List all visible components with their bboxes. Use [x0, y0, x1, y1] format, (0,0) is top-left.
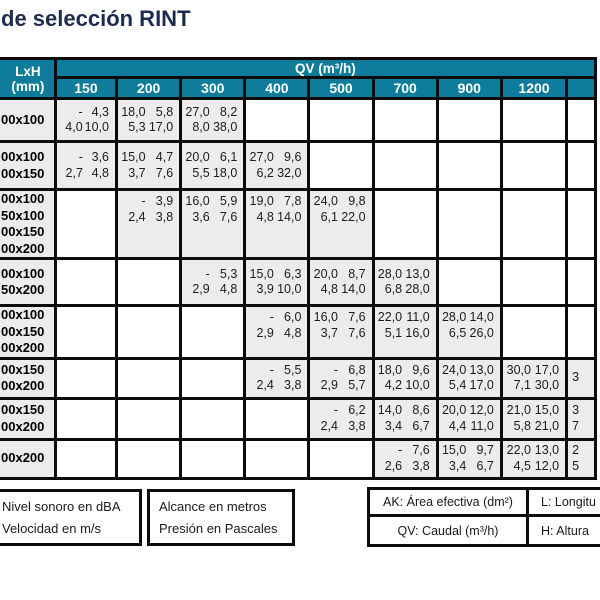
value-cell [245, 190, 309, 259]
value: 14,0 [377, 403, 403, 417]
value-cell [309, 398, 373, 439]
value: 20,0 [441, 403, 467, 417]
value-grid [182, 191, 243, 226]
value: 6,7 [412, 418, 430, 433]
value: 2,4 [256, 378, 274, 392]
value: 19,0 [249, 194, 274, 208]
value-grid [439, 362, 500, 395]
value: - [333, 362, 338, 377]
legend-qv-label: QV: Caudal (m³/h) [370, 517, 529, 544]
value-cell [181, 259, 245, 306]
value-cell [55, 190, 116, 259]
value-cell [501, 99, 566, 142]
value-cell [501, 398, 566, 439]
value-cell [181, 358, 245, 398]
value: 7,6 [219, 209, 238, 224]
value: 2,9 [320, 378, 338, 392]
value: 3,6 [91, 150, 110, 164]
value-cell [373, 306, 437, 359]
value: 7,8 [284, 194, 302, 208]
value: 5,3 [128, 120, 146, 134]
value: 22,0 [341, 209, 366, 224]
value: 7,1 [513, 378, 531, 392]
value-cell [181, 99, 245, 142]
value-cell-clipped [567, 99, 596, 142]
value: 3,9 [256, 282, 274, 296]
value: 15,0 [441, 443, 467, 457]
value-cell [55, 142, 116, 190]
value-cell [245, 142, 309, 190]
value: 16,0 [185, 194, 210, 208]
value-grid [118, 104, 179, 137]
value-cell [245, 398, 309, 439]
value: - [78, 104, 83, 119]
value-grid [375, 402, 436, 435]
value-cell [437, 142, 501, 190]
qv-column-header-1200: 1200 [501, 78, 566, 99]
value: 6,5 [448, 325, 467, 340]
header-row-qv [0, 59, 596, 78]
value: 21,0 [534, 418, 560, 433]
value-cell [309, 306, 373, 359]
value: 14,0 [341, 282, 366, 296]
legend-h-label: H: Altura [541, 523, 589, 538]
value: 6,3 [284, 266, 302, 281]
legend-reach-label: Alcance en metros [159, 499, 267, 514]
value: 10,0 [277, 282, 302, 296]
value-cell [373, 259, 437, 306]
value: 3,9 [155, 194, 174, 208]
value: 32,0 [277, 165, 302, 180]
value-cell [55, 439, 116, 478]
legend-sound-label: Nivel sonoro en dBA [2, 499, 121, 514]
value-cell [245, 99, 309, 142]
qv-header: QV (m³/h) [55, 59, 595, 78]
value-cell [501, 259, 566, 306]
value: 5,5 [192, 165, 210, 180]
value-cell [373, 358, 437, 398]
row-label: 50x100 [1, 207, 45, 223]
value-cell [373, 142, 437, 190]
page-title: de selección RINT [1, 6, 191, 31]
legend-box-sound-speed [0, 489, 142, 546]
value: 16,0 [313, 310, 338, 324]
corner-header-lxh-mm [0, 59, 55, 99]
value-cell [245, 439, 309, 478]
value: 22,0 [506, 443, 531, 457]
legend-pressure-label: Presión en Pascales [159, 521, 278, 536]
row-label: 00x200 [1, 240, 45, 256]
value-cell [437, 439, 501, 478]
value-grid [246, 191, 307, 226]
row-label: 00x100 [1, 111, 45, 127]
value-grid [310, 307, 371, 342]
table-row [0, 358, 596, 398]
value-grid [310, 266, 371, 299]
value: 27,0 [185, 104, 210, 119]
value: 4,8 [320, 282, 338, 296]
value-grid [182, 149, 243, 182]
qv-column-header-400: 400 [245, 78, 309, 99]
value: 13,0 [469, 362, 494, 377]
value: 9,6 [412, 362, 430, 377]
value-cell [373, 439, 437, 478]
value-cell [501, 306, 566, 359]
value: 5,9 [219, 194, 238, 208]
header-row-columns [0, 78, 596, 99]
value-grid [375, 442, 436, 475]
value-fragment: 5 [572, 458, 580, 473]
corner-line-mm: (mm) [11, 78, 45, 94]
value-grid [503, 402, 565, 435]
value-cell [55, 398, 116, 439]
value: 5,5 [284, 362, 302, 377]
value: 30,0 [506, 362, 531, 377]
value-cell [309, 142, 373, 190]
value: 3,8 [284, 378, 302, 392]
value: 11,0 [470, 418, 494, 433]
value-cell [245, 259, 309, 306]
value: 4,3 [91, 104, 110, 119]
value-cell [373, 398, 437, 439]
table-row [0, 259, 596, 306]
value: 12,0 [469, 403, 494, 417]
value-fragment: 3 [572, 370, 580, 385]
value-grid [246, 362, 307, 395]
row-label-cell [0, 306, 55, 359]
value: 3,8 [412, 458, 430, 473]
value: - [269, 310, 274, 324]
value: 5,7 [348, 378, 366, 392]
value-cell [245, 358, 309, 398]
value: 18,0 [377, 362, 403, 377]
value-cell [55, 259, 116, 306]
value-cell [309, 99, 373, 142]
value-cell-clipped [567, 190, 596, 259]
value: 14,0 [469, 310, 494, 324]
row-label: 00x150 [1, 165, 45, 181]
value: 27,0 [249, 150, 274, 164]
value-cell [117, 190, 181, 259]
value: 4,7 [155, 150, 174, 164]
value-grid [375, 362, 436, 395]
row-label: 00x200 [1, 418, 45, 434]
row-label-cell [0, 439, 55, 478]
legend-box-reach-pressure [147, 489, 295, 546]
value: 6,7 [476, 458, 494, 473]
value: 2,4 [320, 418, 338, 433]
row-label: 00x100 [1, 191, 45, 206]
corner-line-lxh: LxH [15, 63, 41, 79]
value: 2,4 [128, 209, 146, 224]
value: 4,8 [256, 209, 274, 224]
value: 3,4 [384, 418, 403, 433]
value-cell [309, 439, 373, 478]
table-row [0, 142, 596, 190]
value: 5,1 [384, 325, 403, 340]
table-row [0, 398, 596, 439]
value: 3,4 [448, 458, 467, 473]
row-label: 00x150 [1, 361, 45, 377]
value: 12,0 [534, 458, 560, 473]
row-label-cell [0, 358, 55, 398]
value-cell [181, 190, 245, 259]
row-label: 50x200 [1, 282, 45, 297]
legend-speed-label: Velocidad en m/s [2, 521, 102, 536]
value: 30,0 [534, 378, 560, 392]
value-cell [245, 306, 309, 359]
row-label-cell [0, 398, 55, 439]
value: 5,4 [448, 378, 467, 392]
value: 14,0 [277, 209, 302, 224]
value-cell [373, 99, 437, 142]
value: 9,7 [476, 443, 494, 457]
value-cell-clipped [567, 439, 596, 478]
value: - [269, 362, 274, 377]
row-label: 00x100 [1, 307, 45, 322]
value-cell [501, 439, 566, 478]
value-cell [501, 358, 566, 398]
value: - [78, 150, 83, 164]
qv-column-header-500: 500 [309, 78, 373, 99]
value: 22,0 [377, 310, 403, 324]
value-cell [501, 190, 566, 259]
legend-l-label: L: Longitu [529, 490, 600, 517]
table-row [0, 306, 596, 359]
value: 15,0 [121, 150, 146, 164]
qv-column-header-300: 300 [181, 78, 245, 99]
value: 7,6 [348, 325, 366, 340]
value: 2,7 [65, 165, 83, 180]
value: 18,0 [121, 104, 146, 119]
value: 4,4 [448, 418, 467, 433]
value-fragment: 7 [572, 418, 580, 433]
qv-column-header-900: 900 [437, 78, 501, 99]
value-cell [437, 190, 501, 259]
table-body [0, 59, 596, 479]
value-grid [503, 442, 565, 475]
value-cell [373, 190, 437, 259]
value: 10,0 [405, 378, 430, 392]
row-label: 00x150 [1, 402, 45, 417]
value-grid [310, 191, 371, 226]
row-label-cell [0, 142, 55, 190]
value: 7,6 [348, 310, 366, 324]
value: 4,8 [284, 325, 302, 340]
value-cell [181, 439, 245, 478]
row-label: 00x200 [1, 450, 45, 466]
value: 6,2 [348, 403, 366, 417]
value-grid [375, 266, 436, 299]
legend-abbreviations-grid [367, 487, 600, 547]
value-grid [310, 402, 371, 435]
row-label: 00x150 [1, 224, 45, 239]
value: 6,1 [219, 150, 238, 164]
row-label: 00x100 [1, 265, 45, 281]
value: 17,0 [534, 362, 560, 377]
value: 13,0 [534, 443, 560, 457]
selection-table [0, 57, 597, 480]
value: 8,0 [192, 120, 210, 134]
value: 4,0 [65, 120, 83, 134]
value-grid [246, 149, 307, 182]
value: 18,0 [212, 165, 238, 180]
value-cell-clipped [567, 142, 596, 190]
value-cell [55, 306, 116, 359]
value-cell [181, 398, 245, 439]
value: 2,9 [256, 325, 274, 340]
value-grid [568, 402, 594, 435]
value-grid [439, 307, 500, 342]
row-label-cell [0, 99, 55, 142]
value: 9,8 [348, 194, 366, 208]
value: 16,0 [405, 325, 430, 340]
value-grid [375, 307, 436, 342]
value-cell [309, 358, 373, 398]
value: 7,6 [155, 165, 174, 180]
value-cell [501, 142, 566, 190]
value-cell [55, 99, 116, 142]
value-grid [118, 191, 179, 226]
value-cell [437, 358, 501, 398]
value-cell [117, 398, 181, 439]
value: 8,2 [219, 104, 238, 119]
value: 3,7 [128, 165, 146, 180]
value: 9,6 [284, 150, 302, 164]
value: 8,6 [412, 403, 430, 417]
value: - [333, 403, 338, 417]
value: 17,0 [469, 378, 494, 392]
value-grid [310, 362, 371, 395]
value-cell [437, 99, 501, 142]
value: 6,2 [256, 165, 274, 180]
value: 2,9 [192, 282, 210, 296]
value-cell-clipped [567, 358, 596, 398]
value-grid [182, 266, 243, 299]
value: 5,3 [219, 266, 238, 281]
value-grid [439, 402, 500, 435]
value: 10,0 [84, 120, 110, 134]
value-cell [181, 306, 245, 359]
qv-column-header-150: 150 [55, 78, 116, 99]
value-grid [57, 104, 115, 137]
value: 28,0 [377, 266, 403, 281]
value: 2,6 [384, 458, 403, 473]
row-label-cell [0, 259, 55, 306]
table-row [0, 439, 596, 478]
value: - [141, 194, 146, 208]
legend-ak-label: AK: Área efectiva (dm²) [370, 490, 529, 517]
qv-column-header-clipped [567, 78, 596, 99]
row-label-cell [0, 190, 55, 259]
value-cell [117, 439, 181, 478]
value-cell [437, 259, 501, 306]
value: 38,0 [212, 120, 238, 134]
value: 4,8 [91, 165, 110, 180]
value-cell [117, 99, 181, 142]
value: 20,0 [313, 266, 338, 281]
value-cell [309, 190, 373, 259]
value: 20,0 [185, 150, 210, 164]
value-cell [117, 142, 181, 190]
value-cell [309, 259, 373, 306]
value-cell-clipped [567, 259, 596, 306]
value: 5,8 [155, 104, 174, 119]
value: 5,8 [513, 418, 531, 433]
value-grid [182, 104, 243, 137]
value-fragment: 3 [572, 403, 580, 417]
value-cell [117, 306, 181, 359]
value-grid [57, 149, 115, 182]
value: 6,0 [284, 310, 302, 324]
value: 6,8 [348, 362, 366, 377]
value: 26,0 [469, 325, 494, 340]
value-grid [246, 307, 307, 342]
value-cell [437, 398, 501, 439]
value: 3,6 [192, 209, 210, 224]
value: 4,2 [384, 378, 403, 392]
value: 21,0 [506, 403, 531, 417]
value: 3,8 [348, 418, 366, 433]
value: 28,0 [405, 282, 430, 296]
value-cell-clipped [567, 306, 596, 359]
table-row [0, 190, 596, 259]
value-fragment: 2 [572, 443, 580, 457]
value: 4,5 [513, 458, 531, 473]
qv-column-header-200: 200 [117, 78, 181, 99]
value-grid [118, 149, 179, 182]
value: 11,0 [406, 310, 430, 324]
row-label: 00x200 [1, 378, 45, 393]
value: - [205, 266, 210, 281]
value: 13,0 [405, 266, 430, 281]
value-cell [117, 358, 181, 398]
value-grid [439, 442, 500, 475]
row-label: 00x100 [1, 149, 45, 164]
value: 24,0 [441, 362, 467, 377]
value-grid [503, 362, 565, 395]
value: 15,0 [249, 266, 274, 281]
value-cell [55, 358, 116, 398]
row-label: 00x200 [1, 340, 45, 355]
value: 3,8 [155, 209, 174, 224]
row-label: 00x150 [1, 323, 45, 339]
value-cell [117, 259, 181, 306]
value-cell [181, 142, 245, 190]
value-grid [568, 442, 594, 475]
value: 15,0 [534, 403, 560, 417]
table-row [0, 99, 596, 142]
value: 24,0 [313, 194, 338, 208]
value: 3,7 [320, 325, 338, 340]
value: - [397, 443, 403, 457]
value: 6,8 [384, 282, 403, 296]
value: 6,1 [320, 209, 338, 224]
value-grid [246, 266, 307, 299]
value: 8,7 [348, 266, 366, 281]
value-cell [437, 306, 501, 359]
qv-column-header-700: 700 [373, 78, 437, 99]
value: 7,6 [412, 443, 430, 457]
value: 4,8 [219, 282, 238, 296]
value: 17,0 [148, 120, 174, 134]
value: 28,0 [441, 310, 467, 324]
value-grid [568, 369, 594, 387]
value-cell-clipped [567, 398, 596, 439]
